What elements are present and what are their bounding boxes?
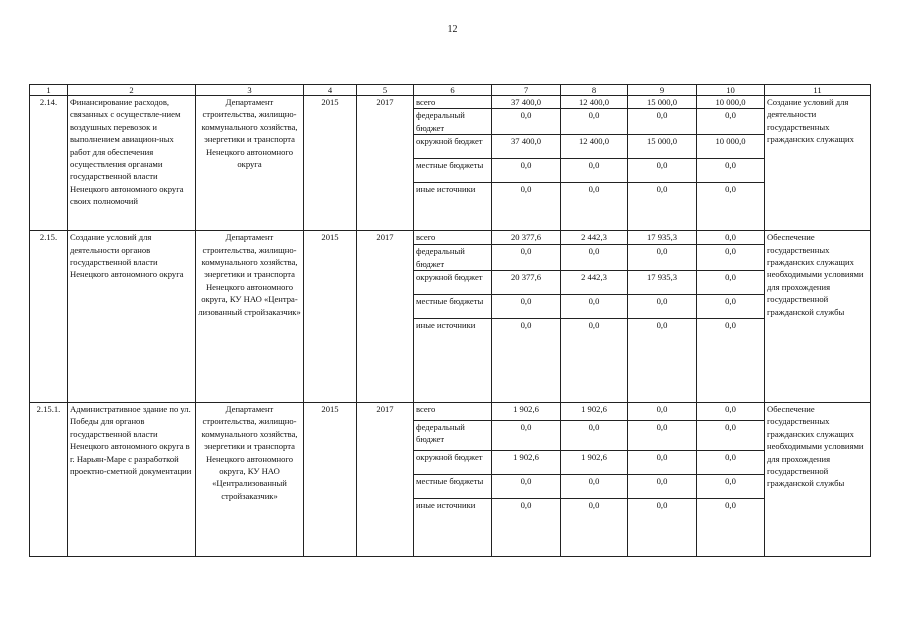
item-start-year: 2015 bbox=[304, 231, 357, 403]
header-cell: 5 bbox=[357, 85, 414, 96]
item-name: Финансирование расходов, связанных с осуществле-нием воздушных перевозок и выполнением авиацион-ных работ для обеспечения осуществления органами государственной власти Ненецкого автономного округа своих полномочий bbox=[68, 96, 196, 231]
value-2015: 0,0 bbox=[561, 421, 628, 451]
value-2015: 12 400,0 bbox=[561, 135, 628, 159]
source-label: федеральный бюджет bbox=[414, 109, 492, 135]
source-label: иные источники bbox=[414, 319, 492, 403]
value-2015: 1 902,6 bbox=[561, 403, 628, 421]
value-2017: 0,0 bbox=[697, 499, 765, 557]
value-total: 20 377,6 bbox=[492, 271, 561, 295]
value-2015: 0,0 bbox=[561, 245, 628, 271]
value-2017: 0,0 bbox=[697, 109, 765, 135]
source-label: всего bbox=[414, 96, 492, 109]
value-2015: 0,0 bbox=[561, 295, 628, 319]
value-2017: 0,0 bbox=[697, 421, 765, 451]
value-total: 1 902,6 bbox=[492, 451, 561, 475]
value-total: 0,0 bbox=[492, 109, 561, 135]
value-2017: 0,0 bbox=[697, 295, 765, 319]
value-2016: 0,0 bbox=[628, 403, 697, 421]
source-label: всего bbox=[414, 231, 492, 245]
table-row bbox=[30, 96, 871, 109]
value-2017: 0,0 bbox=[697, 231, 765, 245]
item-start-year: 2015 bbox=[304, 96, 357, 231]
table-row bbox=[30, 403, 871, 421]
value-2016: 0,0 bbox=[628, 183, 697, 231]
value-2015: 2 442,3 bbox=[561, 231, 628, 245]
value-total: 0,0 bbox=[492, 295, 561, 319]
table-body bbox=[30, 85, 871, 557]
source-label: окружной бюджет bbox=[414, 451, 492, 475]
value-total: 0,0 bbox=[492, 245, 561, 271]
value-total: 0,0 bbox=[492, 421, 561, 451]
value-2015: 0,0 bbox=[561, 109, 628, 135]
value-2017: 0,0 bbox=[697, 183, 765, 231]
header-cell: 1 bbox=[30, 85, 68, 96]
source-label: иные источники bbox=[414, 499, 492, 557]
value-2015: 2 442,3 bbox=[561, 271, 628, 295]
item-result: Создание условий для деятельности государственных гражданских служащих bbox=[765, 96, 871, 231]
value-2016: 0,0 bbox=[628, 295, 697, 319]
value-2016: 0,0 bbox=[628, 319, 697, 403]
value-total: 37 400,0 bbox=[492, 96, 561, 109]
value-total: 1 902,6 bbox=[492, 403, 561, 421]
value-2017: 10 000,0 bbox=[697, 135, 765, 159]
source-label: местные бюджеты bbox=[414, 475, 492, 499]
value-2015: 0,0 bbox=[561, 183, 628, 231]
value-total: 0,0 bbox=[492, 319, 561, 403]
header-cell: 6 bbox=[414, 85, 492, 96]
value-2016: 15 000,0 bbox=[628, 96, 697, 109]
header-cell: 7 bbox=[492, 85, 561, 96]
item-number: 2.15. bbox=[30, 231, 68, 403]
value-2017: 0,0 bbox=[697, 159, 765, 183]
value-2015: 0,0 bbox=[561, 499, 628, 557]
value-2017: 0,0 bbox=[697, 451, 765, 475]
table-row bbox=[30, 231, 871, 245]
value-2016: 0,0 bbox=[628, 475, 697, 499]
value-2017: 0,0 bbox=[697, 319, 765, 403]
header-cell: 3 bbox=[196, 85, 304, 96]
header-cell: 11 bbox=[765, 85, 871, 96]
value-2016: 0,0 bbox=[628, 159, 697, 183]
item-name: Создание условий для деятельности органов государственной власти Ненецкого автономного округа bbox=[68, 231, 196, 403]
value-2016: 0,0 bbox=[628, 451, 697, 475]
value-total: 0,0 bbox=[492, 499, 561, 557]
item-result: Обеспечение государственных гражданских служащих необходимыми условиями для прохождения государственной гражданской службы bbox=[765, 231, 871, 403]
source-label: иные источники bbox=[414, 183, 492, 231]
item-end-year: 2017 bbox=[357, 96, 414, 231]
value-2016: 0,0 bbox=[628, 109, 697, 135]
item-executor: Департамент строительства, жилищно-коммунального хозяйства, энергетики и транспорта Ненецкого автономного округа, КУ НАО «Централизованный стройзаказчик» bbox=[196, 403, 304, 557]
value-2017: 0,0 bbox=[697, 245, 765, 271]
value-2016: 17 935,3 bbox=[628, 271, 697, 295]
source-label: федеральный бюджет bbox=[414, 245, 492, 271]
value-total: 20 377,6 bbox=[492, 231, 561, 245]
item-number: 2.15.1. bbox=[30, 403, 68, 557]
item-start-year: 2015 bbox=[304, 403, 357, 557]
value-2015: 0,0 bbox=[561, 319, 628, 403]
item-end-year: 2017 bbox=[357, 403, 414, 557]
value-2016: 15 000,0 bbox=[628, 135, 697, 159]
item-name: Административное здание по ул. Победы для органов государственной власти Ненецкого автономного округа в г. Нарьян-Маре с разработкой проектно-сметной документации bbox=[68, 403, 196, 557]
item-executor: Департамент строительства, жилищно-коммунального хозяйства, энергетики и транспорта Ненецкого автономного округа bbox=[196, 96, 304, 231]
header-cell: 4 bbox=[304, 85, 357, 96]
source-label: местные бюджеты bbox=[414, 159, 492, 183]
value-2016: 0,0 bbox=[628, 421, 697, 451]
item-number: 2.14. bbox=[30, 96, 68, 231]
header-row bbox=[30, 85, 871, 96]
value-2017: 0,0 bbox=[697, 403, 765, 421]
value-2016: 0,0 bbox=[628, 245, 697, 271]
source-label: окружной бюджет bbox=[414, 271, 492, 295]
page-number: 12 bbox=[447, 24, 458, 35]
source-label: всего bbox=[414, 403, 492, 421]
value-2015: 1 902,6 bbox=[561, 451, 628, 475]
value-total: 0,0 bbox=[492, 159, 561, 183]
value-2015: 0,0 bbox=[561, 475, 628, 499]
value-2017: 0,0 bbox=[697, 475, 765, 499]
item-end-year: 2017 bbox=[357, 231, 414, 403]
value-total: 0,0 bbox=[492, 475, 561, 499]
source-label: окружной бюджет bbox=[414, 135, 492, 159]
source-label: местные бюджеты bbox=[414, 295, 492, 319]
value-total: 0,0 bbox=[492, 183, 561, 231]
item-result: Обеспечение государственных гражданских служащих необходимыми условиями для прохождения государственной гражданской службы bbox=[765, 403, 871, 557]
value-2015: 12 400,0 bbox=[561, 96, 628, 109]
header-cell: 9 bbox=[628, 85, 697, 96]
value-2017: 0,0 bbox=[697, 271, 765, 295]
value-2017: 10 000,0 bbox=[697, 96, 765, 109]
header-cell: 2 bbox=[68, 85, 196, 96]
header-cell: 8 bbox=[561, 85, 628, 96]
value-2016: 0,0 bbox=[628, 499, 697, 557]
value-2015: 0,0 bbox=[561, 159, 628, 183]
source-label: федеральный бюджет bbox=[414, 421, 492, 451]
program-table bbox=[29, 84, 871, 557]
value-2016: 17 935,3 bbox=[628, 231, 697, 245]
header-cell: 10 bbox=[697, 85, 765, 96]
value-total: 37 400,0 bbox=[492, 135, 561, 159]
item-executor: Департамент строительства, жилищно-коммунального хозяйства, энергетики и транспорта Ненецкого автономного округа, КУ НАО «Центра-лизованный стройзаказчик» bbox=[196, 231, 304, 403]
